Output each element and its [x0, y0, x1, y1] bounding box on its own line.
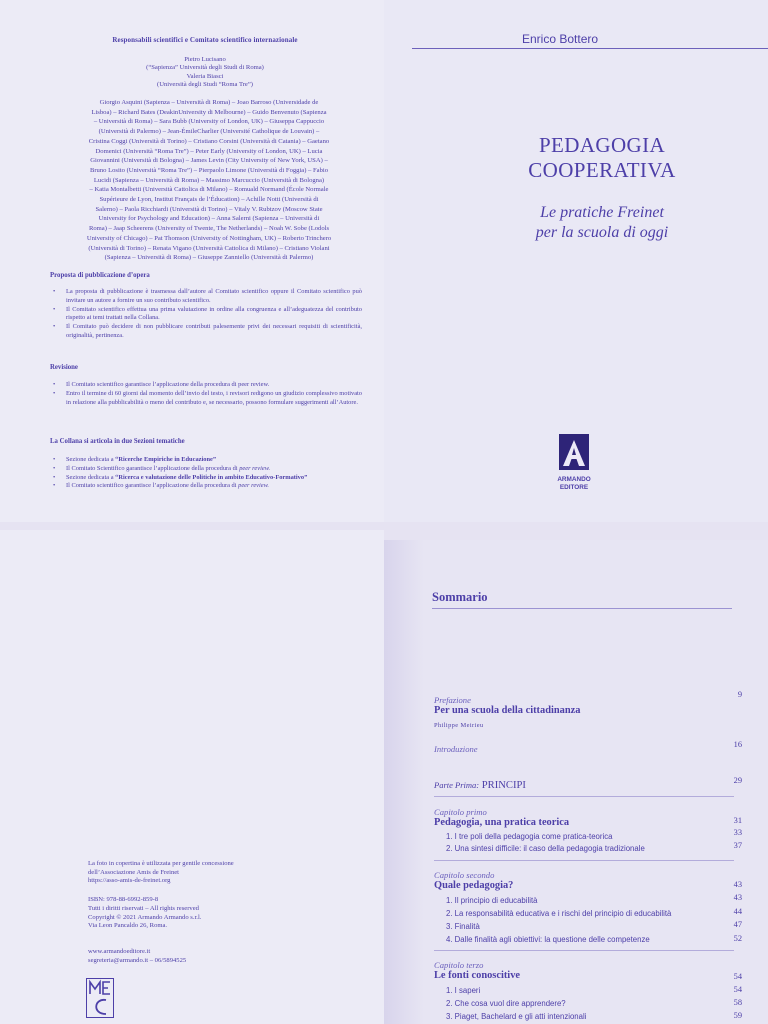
- rights-line: Via Leon Pancaldo 26, Roma.: [88, 922, 168, 930]
- list-item: [52, 465, 362, 474]
- cover-note-link[interactable]: https://asso-amis-de-freinet.org: [88, 877, 171, 885]
- publisher-name: [539, 476, 609, 492]
- item-bold: “Ricerche Empiriche in Educazione”: [115, 456, 217, 463]
- committee-line: – Katia Montalbetti (Università Cattolica di Milano) – Romuald Normand (École Normale: [89, 186, 329, 194]
- chapter-label: Capitolo terzo: [434, 960, 484, 970]
- committee-line: (Università di Torino) – Renata Vigano (Università Cattolica di Milano) – Cristiano Violani: [88, 244, 330, 252]
- item-text: Il Comitato scientifico garantisce l’applicazione della procedura di: [66, 482, 239, 490]
- list-item: [52, 474, 362, 483]
- item-text: Sezione dedicata a: [66, 473, 116, 481]
- committee-line: Salerno) – Paola Ricchiardi (Università di Torino) – Vitaly V. Rubtzov (Moscow State: [95, 205, 323, 213]
- intro-label[interactable]: Introduzione: [434, 744, 478, 754]
- armando-a-logo-icon: [555, 432, 593, 472]
- committee-heading: Responsabili scientifici e Comitato scientifico internazionale: [112, 36, 298, 44]
- committee-line: Lucidi (Sapienza – Università di Roma) – Massimo Marcuccio (Università di Bologna): [93, 176, 325, 184]
- committee-line: Roma) – Jaap Scheerens (University of Twente, The Netherlands) – Noah W. Sobe (Lodols: [88, 225, 330, 233]
- preface-title[interactable]: Per una scuola della cittadinanza: [434, 705, 581, 716]
- item-italic: peer review.: [239, 464, 271, 472]
- committee-line: University of Chicago) – Pat Thomson (University of Nottingham, UK) – Roberto Trinchero: [86, 234, 332, 242]
- contacts-block: [88, 948, 186, 965]
- list-item: [52, 482, 362, 491]
- rights-line: Tutti i diritti riservati – All rights reserved: [88, 905, 199, 912]
- section-page: 54: [733, 985, 742, 994]
- committee-line: (Sapienza – Università di Roma) – Giuseppe Zanniello (Università di Palermo): [104, 254, 314, 262]
- directors-block: [60, 56, 350, 89]
- item-bold: “Ricerca e valutazione delle Politiche in ambito Educativo-Formativo”: [115, 473, 308, 481]
- colophon-page: [0, 0, 384, 522]
- committee-line: Giorgio Asquini (Sapienza – Università di Roma) – Joao Barroso (Universidade de: [99, 99, 319, 106]
- proposal-list: [52, 288, 362, 341]
- item-text: Sezione dedicata a: [66, 456, 116, 463]
- part-label: Parte Prima:: [434, 780, 480, 790]
- chapter-title[interactable]: Le fonti conoscitive: [434, 970, 520, 981]
- chapter-page: 31: [733, 816, 742, 825]
- chapter-page: 43: [733, 880, 742, 889]
- subtitle-line: Le pratiche Freinet: [540, 204, 664, 221]
- website-link[interactable]: www.armandoeditore.it: [88, 948, 151, 955]
- section-entry[interactable]: 2. La responsabilità educativa e i rischi del principio di educabilità: [446, 909, 672, 918]
- director-line: Valeria Biasci: [186, 72, 224, 80]
- email-phone[interactable]: segreteria@armando.it – 06/5894525: [88, 956, 187, 964]
- section-entry[interactable]: 3. Piaget, Bachelard e gli atti intenzionali: [446, 1012, 587, 1021]
- title-line: PEDAGOGIA: [538, 133, 666, 157]
- review-list: [52, 381, 362, 407]
- rights-block: [88, 905, 201, 931]
- section-page: 47: [733, 920, 742, 929]
- director-line: Pietro Lucisano: [184, 56, 226, 63]
- committee-line: Supérieure de Lyon, Institut Français de l’Éducation) – Achille Notti (Università di: [99, 196, 319, 204]
- cover-note-line: La foto in copertina è utilizzata per gentile concessione: [88, 860, 234, 867]
- series-heading: La Collana si articola in due Sezioni tematiche: [50, 438, 185, 445]
- part-name: PRINCIPI: [481, 780, 526, 791]
- item-text: Il Comitato Scientifico garantisce l’applicazione della procedura di: [66, 464, 240, 472]
- section-entry[interactable]: 3. Finalità: [446, 922, 480, 931]
- subtitle-line: per la scuola di oggi: [535, 224, 669, 241]
- copyright-page: [0, 530, 384, 1024]
- director-line: (“Sapienza” Università degli Studi di Roma): [146, 64, 264, 72]
- review-heading: Revisione: [50, 364, 78, 371]
- section-entry[interactable]: 4. Dalle finalità agli obiettivi: la questione delle competenze: [446, 935, 650, 944]
- isbn: ISBN: 978-88-6992-859-8: [88, 896, 159, 903]
- list-item: • Il Comitato scientifico effettua una prima valutazione in ordine alla congruenza e all’adeguatezza del contributo rispetto ai temi trattati nella Collana.: [52, 306, 362, 324]
- chapter-rule: [434, 950, 734, 951]
- title-line: COOPERATIVA: [528, 158, 676, 182]
- chapter-label: Capitolo secondo: [434, 870, 495, 880]
- contents-page: [384, 540, 768, 1024]
- section-page: 43: [733, 893, 742, 902]
- committee-line: – Università di Roma) – Sara Bubb (University of London, UK) – Giuseppa Cappuccio: [93, 118, 325, 126]
- committee-line: Cristina Coggi (Università di Torino) – Cristiano Corsini (Università di Catania) – Gaetano: [88, 137, 330, 145]
- series-list: [52, 456, 362, 491]
- rights-line: Copyright © 2021 Armando Armando s.r.l.: [88, 913, 202, 921]
- page-edge: [384, 540, 424, 1024]
- section-page: 37: [733, 841, 742, 850]
- section-page: 58: [733, 998, 742, 1007]
- contents-heading: Sommario: [432, 590, 488, 604]
- committee-line: Lisboa) – Richard Bates (DeakinUniversity di Melbourne) – Guido Benvenuto (Sapienza: [91, 108, 327, 116]
- publisher-line: ARMANDO: [557, 476, 591, 483]
- list-item: • La proposta di pubblicazione è trasmessa dall’autore al Comitato scientifico oppure il Comitato scientifico può invitare un autore a fornire un suo contributo scientifico.: [52, 288, 362, 306]
- chapter-title[interactable]: Pedagogia, una pratica teorica: [434, 817, 570, 828]
- list-item: • Il Comitato scientifico garantisce l’applicazione della procedura di peer review.: [52, 381, 362, 390]
- header-rule: [412, 48, 768, 49]
- part-title[interactable]: [434, 780, 526, 791]
- preface-label: Prefazione: [434, 695, 471, 705]
- section-page: 33: [733, 828, 742, 837]
- chapter-title[interactable]: Quale pedagogia?: [434, 880, 514, 891]
- section-entry[interactable]: 2. Una sintesi difficile: il caso della pedagogia tradizionale: [446, 844, 645, 853]
- section-page: 59: [733, 1011, 742, 1020]
- section-page: 44: [733, 907, 742, 916]
- publisher-line: EDITORE: [559, 484, 589, 491]
- intro-page: 16: [733, 740, 742, 749]
- author-name: Enrico Bottero: [522, 32, 599, 46]
- list-item: • Entro il termine di 60 giorni dal momento dell’invio del testo, i revisori redigono un giudizio complessivo motivato in relazione alla pubblicabilità o meno del contributo e, se necessario, possono formulare suggerimenti all’Autore.: [52, 390, 362, 408]
- section-entry[interactable]: 1. I saperi: [446, 986, 481, 995]
- cover-note: [88, 860, 234, 886]
- director-line: (Università degli Studi “Roma Tre”): [157, 80, 253, 88]
- part-rule: [434, 796, 734, 797]
- preface-page: 9: [737, 690, 742, 699]
- committee-line: University for Psychology and Education) – Anna Salerni (Sapienza – Università di: [98, 215, 320, 223]
- list-item: [52, 456, 362, 465]
- committee-members: [50, 98, 368, 263]
- heading-rule: [432, 608, 732, 609]
- section-entry[interactable]: 1. Il principio di educabilità: [446, 896, 538, 905]
- committee-line: Bruno Losito (Università “Roma Tre”) – Pierpaolo Limone (Università di Foggia) – Fabio: [89, 166, 329, 174]
- cover-note-line: dell’Associazione Amis de Freinet: [88, 868, 180, 876]
- title-page: [384, 0, 768, 522]
- chapter-rule: [434, 860, 734, 861]
- part-page: 29: [733, 776, 742, 785]
- list-item: • Il Comitato può decidere di non pubblicare contributi palesemente privi dei necessari requisiti di scientificità, originalità, pertinenza.: [52, 323, 362, 341]
- chapter-label: Capitolo primo: [434, 807, 487, 817]
- item-italic: peer review.: [238, 482, 269, 490]
- book-title: [482, 133, 722, 183]
- book-subtitle: [472, 203, 732, 243]
- section-entry[interactable]: 2. Che cosa vuol dire apprendere?: [446, 999, 566, 1008]
- proposal-heading: Proposta di pubblicazione d’opera: [50, 272, 150, 279]
- section-page: 52: [733, 934, 742, 943]
- mec-logo-icon: [86, 978, 114, 1018]
- section-entry[interactable]: 1. I tre poli della pedagogia come pratica-teorica: [446, 832, 613, 841]
- committee-line: Domenici (Università “Roma Tre”) – Peter Early (University of London, UK) – Lucia: [95, 147, 323, 155]
- committee-line: (Università di Palermo) – Jean-ÉmileCharlier (Université Catholique de Louvain) –: [98, 128, 320, 136]
- committee-line: Giovannini (Università di Bologna) – James Levin (City University of New York, USA) –: [90, 157, 328, 165]
- chapter-page: 54: [733, 972, 742, 981]
- preface-author: Philippe Meirieu: [434, 722, 484, 729]
